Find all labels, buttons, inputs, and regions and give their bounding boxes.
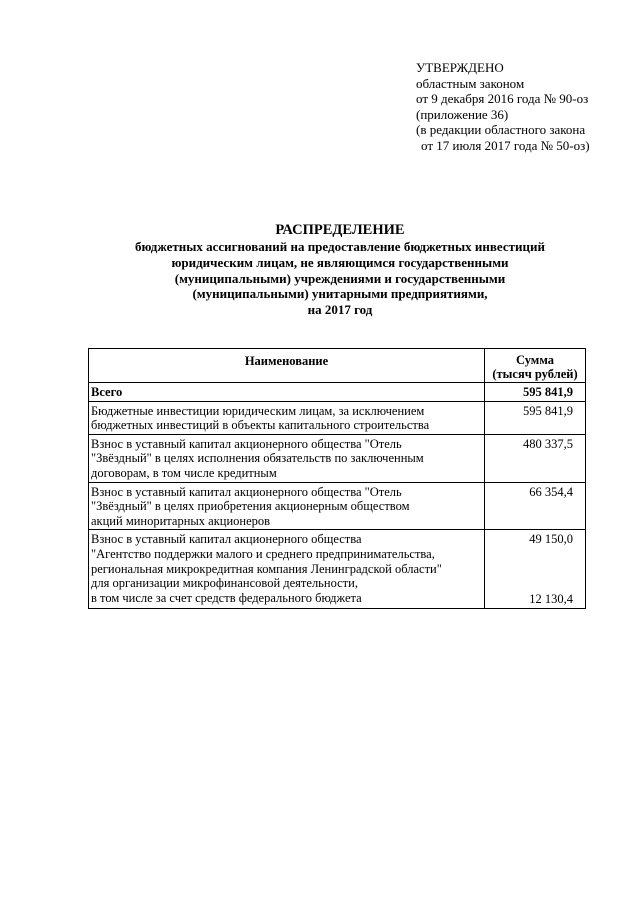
row-text-line: Бюджетные инвестиции юридическим лицам, за исключением — [91, 403, 425, 418]
row-text-line: "Звёздный" в целях приобретения акционерным обществом — [91, 499, 410, 514]
total-amount: 595 841,9 — [485, 383, 586, 402]
approval-line: (в редакции областного закона — [416, 122, 586, 138]
title-line: на 2017 год — [307, 302, 373, 318]
table-row — [89, 482, 586, 530]
row-amount: 66 354,4 — [485, 482, 586, 530]
table-row — [89, 530, 586, 608]
row-text-line: бюджетных инвестиций в объекты капитального строительства — [91, 418, 430, 433]
row-text-line: "Агентство поддержки малого и среднего предпринимательства, — [91, 546, 435, 561]
row-text-line: региональная микрокредитная компания Ленинградской области" — [91, 561, 442, 576]
column-header-name: Наименование — [89, 349, 485, 383]
row-text-line: в том числе за счет средств федерального бюджета — [91, 590, 362, 605]
approval-line: УТВЕРЖДЕНО — [416, 60, 504, 75]
document-title — [80, 222, 600, 318]
column-header-sum-title: Сумма — [516, 353, 554, 367]
row-sub-amount: 12 130,4 — [529, 591, 573, 606]
table-row — [89, 401, 586, 434]
allocation-table — [88, 348, 586, 609]
row-description — [89, 530, 485, 608]
approval-line: от 9 декабря 2016 года № 90-оз — [416, 91, 589, 107]
total-label: Всего — [89, 383, 485, 402]
row-text-line: "Звёздный" в целях исполнения обязательств по заключенным — [91, 451, 424, 466]
approval-line: областным законом — [416, 75, 525, 91]
row-text-line: Взнос в уставный капитал акционерного общества "Отель — [91, 436, 402, 451]
column-header-sum — [485, 349, 586, 383]
row-text-line: акций миноритарных акционеров — [91, 513, 271, 528]
row-amount: 480 337,5 — [485, 434, 586, 482]
row-amount: 595 841,9 — [485, 401, 586, 434]
title-line: бюджетных ассигнований на предоставление бюджетных инвестиций — [135, 239, 545, 254]
row-description — [89, 434, 485, 482]
approval-stamp — [416, 60, 590, 154]
row-description — [89, 482, 485, 530]
row-text-line: договорам, в том числе кредитным — [91, 465, 277, 480]
approval-line: (приложение 36) — [416, 106, 509, 122]
row-amount: 49 150,0 — [529, 532, 573, 547]
title-main: РАСПРЕДЕЛЕНИЕ — [275, 222, 405, 238]
row-text-line: для организации микрофинансовой деятельности, — [91, 576, 358, 591]
row-description — [89, 401, 485, 434]
row-amount-cell — [485, 530, 586, 608]
row-text-line: Взнос в уставный капитал акционерного общества "Отель — [91, 484, 402, 499]
row-text-line: Взнос в уставный капитал акционерного общества — [91, 532, 362, 547]
table-header-row — [89, 349, 586, 383]
approval-line: от 17 июля 2017 года № 50-оз) — [421, 137, 590, 153]
table-row — [89, 434, 586, 482]
table-total-row — [89, 383, 586, 402]
column-header-sum-unit: (тысяч рублей) — [492, 367, 578, 381]
title-line: (муниципальными) унитарными предприятиями, — [192, 286, 488, 302]
title-line: юридическим лицам, не являющимся государственными — [171, 254, 509, 270]
title-line: (муниципальными) учреждениями и государственными — [174, 270, 506, 286]
